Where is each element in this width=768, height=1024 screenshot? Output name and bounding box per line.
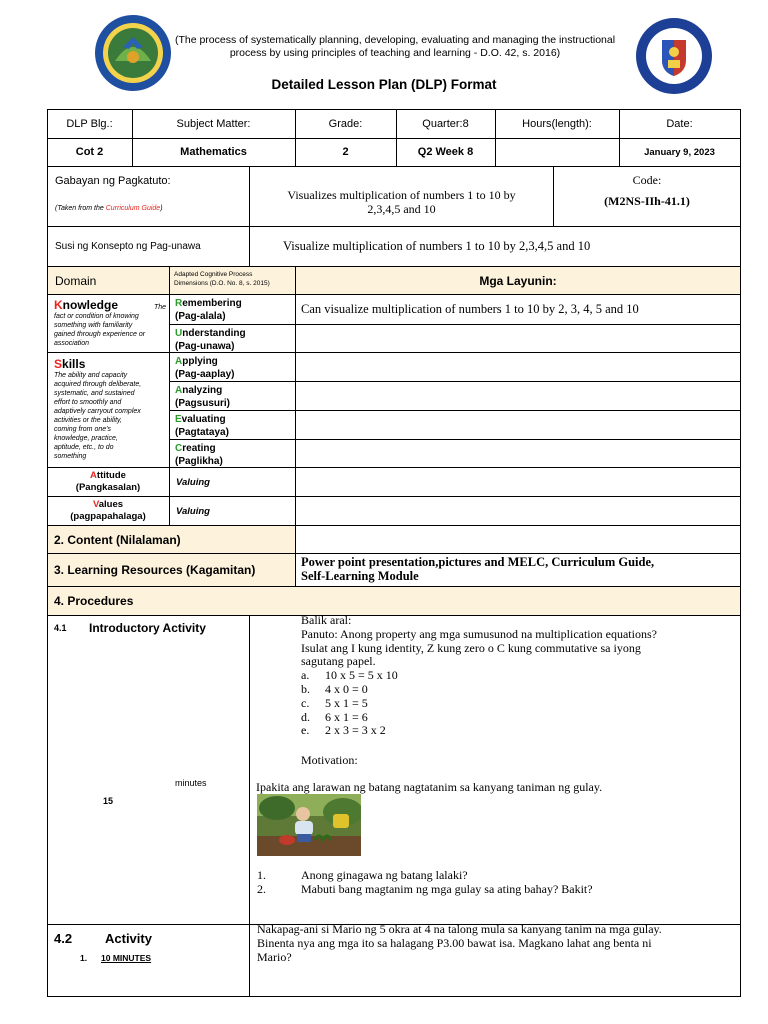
item-letter: a. (301, 668, 310, 683)
intro-label: Introductory Activity (89, 621, 206, 635)
question-item (257, 869, 593, 883)
values-rest: alues (98, 499, 124, 510)
level-first-letter: A (175, 356, 183, 367)
domain-header: Domain (55, 273, 97, 288)
level-understanding (175, 327, 246, 353)
picture-caption: Ipakita ang larawan ng batang nagtatanim sa kanyang taniman ng gulay. (256, 780, 603, 794)
label-subject-matter: Subject Matter: (176, 117, 251, 130)
intro-item (301, 669, 739, 683)
attitude-value: Valuing (176, 476, 210, 488)
label-grade: Grade: (328, 117, 363, 130)
item-letter: c. (301, 695, 310, 710)
gabayan-note-prefix: (Taken from the (55, 205, 106, 212)
value-dlp-blg: Cot 2 (75, 146, 104, 158)
activity-line: Binenta nya ang mga ito sa halagang P3.00 bawat isa. Magkano lahat ang benta ni (257, 935, 652, 950)
level-creating (175, 442, 223, 468)
intro-line: Balik aral: (301, 613, 352, 627)
label-quarter: Quarter:8 (422, 117, 469, 130)
attitude-first-letter: A (90, 470, 97, 481)
values-value: Valuing (176, 505, 210, 517)
objective-understanding (301, 325, 739, 352)
item-letter: b. (301, 681, 310, 696)
item-text: 2 x 3 = 3 x 2 (325, 723, 386, 738)
objective-applying (301, 353, 739, 381)
intro-item (301, 683, 739, 697)
skills-desc-line: systematic, and sustained (54, 390, 135, 397)
procedures-label: 4. Procedures (54, 594, 134, 608)
intro-content (301, 614, 739, 738)
code-value: (M2NS-IIh-41.1) (604, 194, 690, 208)
level-analyzing (175, 384, 230, 410)
level-label: pplying (182, 356, 218, 367)
activity-line: Nakapag-ani si Mario ng 5 okra at 4 na talong mula sa kanyang tanim na mga gulay. (257, 922, 662, 936)
skills-label: kills (62, 357, 86, 371)
value-subject-matter: Mathematics (180, 146, 247, 158)
question-text: Mabuti bang magtanim ng mga gulay sa ating bahay? Bakit? (301, 881, 593, 896)
objective-evaluating (301, 411, 739, 439)
skills-block (54, 357, 166, 461)
curriculum-guide-link: Curriculum Guide (105, 205, 161, 212)
skills-first-letter: S (54, 357, 63, 371)
attitude-label (47, 470, 169, 494)
skills-desc-line: acquired through deliberate, (54, 381, 142, 388)
value-quarter: Q2 Week 8 (417, 146, 474, 158)
intro-item (301, 724, 739, 738)
label-hours: Hours(length): (522, 117, 592, 130)
question-item (257, 883, 593, 897)
item-text: 10 x 5 = 5 x 10 (325, 668, 398, 683)
level-label: nderstanding (182, 328, 246, 339)
header-note-line-2: process by using principles of teaching and learning - D.O. 42, s. 2016) (229, 47, 561, 59)
level-first-letter: R (175, 298, 183, 309)
acpd-header (174, 271, 270, 288)
header-note-line-1: (The process of systematically planning, developing, evaluating and managing the instructional (174, 34, 616, 46)
intro-line: Panuto: Anong property ang mga sumusunod na multiplication equations? (301, 626, 657, 641)
knowledge-desc (54, 312, 166, 348)
level-sub: (Pag-unawa) (175, 341, 235, 352)
level-applying (175, 355, 234, 381)
level-first-letter: C (175, 443, 183, 454)
value-hours (495, 138, 619, 166)
knowledge-desc-line: association (54, 340, 90, 347)
question-text: Anong ginagawa ng batang lalaki? (301, 868, 468, 882)
motivation-label: Motivation: (301, 753, 358, 767)
level-label: emembering (182, 298, 242, 309)
resources-label: 3. Learning Resources (Kagamitan) (54, 563, 256, 577)
level-first-letter: E (175, 414, 182, 425)
gabayan-note-suffix: ) (160, 205, 163, 212)
level-label: valuating (181, 414, 226, 425)
level-sub: (Pagtataya) (175, 427, 229, 438)
page-title: Detailed Lesson Plan (DLP) Format (271, 77, 497, 92)
gabayan-text (250, 188, 553, 216)
values-first-letter: V (92, 499, 99, 510)
skills-desc-line: activities or the ability, (54, 417, 122, 424)
level-label: reating (182, 443, 216, 454)
gabayan-text-line-1: Visualizes multiplication of numbers 1 to 10 by (287, 188, 516, 202)
activity-num: 4.2 (54, 931, 73, 946)
acpd-header-line-2: Dimensions (D.O. No. 8, s. 2015) (174, 279, 270, 287)
level-sub: (Paglikha) (175, 456, 223, 467)
values-label (47, 499, 169, 523)
level-sub: (Pagsusuri) (175, 398, 231, 409)
label-dlp-blg: DLP Blg.: (66, 117, 113, 130)
intro-questions (257, 869, 593, 897)
content-label: 2. Content (Nilalaman) (54, 532, 181, 547)
susi-label: Susi ng Konsepto ng Pag-unawa (55, 240, 201, 252)
skills-desc-line: something (54, 453, 87, 460)
intro-minutes-label: minutes (175, 778, 207, 788)
value-date: January 9, 2023 (644, 146, 715, 158)
skills-desc-line: The ability and capacity (54, 372, 128, 379)
gabayan-label: Gabayan ng Pagkatuto: (55, 175, 171, 187)
attitude-rest: ttitude (96, 470, 126, 481)
label-date: Date: (666, 117, 693, 130)
question-num: 2. (257, 881, 266, 896)
activity-text (257, 923, 737, 964)
skills-desc (54, 371, 166, 461)
objective-remembering: Can visualize multiplication of numbers 1 to 10 by 2, 3, 4, 5 and 10 (301, 302, 639, 316)
value-grade: 2 (342, 146, 349, 158)
values-sub: (pagpapahalaga) (70, 511, 146, 522)
item-text: 5 x 1 = 5 (325, 695, 368, 710)
objective-analyzing (301, 382, 739, 410)
item-text: 6 x 1 = 6 (325, 709, 368, 724)
attitude-sub: (Pangkasalan) (75, 482, 141, 493)
intro-line: sagutang papel. (301, 654, 376, 669)
gabayan-note (55, 205, 163, 212)
resources-text (301, 555, 739, 583)
level-evaluating (175, 413, 229, 439)
intro-item (301, 697, 739, 711)
knowledge-desc-line: fact or condition of knowing (54, 313, 139, 320)
acpd-header-line-1: Adapted Cognitive Process (174, 271, 253, 278)
activity-sub-label: 10 MINUTES (101, 953, 152, 963)
skills-desc-line: coming from one's (54, 426, 111, 433)
code-label: Code: (632, 173, 662, 187)
level-sub: (Pag-alala) (175, 311, 226, 322)
header-note (160, 34, 630, 60)
intro-num: 4.1 (54, 623, 67, 633)
knowledge-block (54, 298, 166, 348)
resources-text-line-1: Power point presentation,pictures and MELC, Curriculum Guide, (301, 555, 655, 569)
objective-creating (301, 440, 739, 467)
intro-minutes-value: 15 (103, 796, 114, 806)
level-remembering (175, 297, 242, 323)
knowledge-label: nowledge (62, 298, 119, 312)
level-label: nalyzing (182, 385, 223, 396)
intro-item (301, 711, 739, 725)
resources-text-line-2: Self-Learning Module (301, 569, 419, 583)
intro-line: Isulat ang I kung identity, Z kung zero o C kung commutative sa iyong (301, 640, 641, 655)
knowledge-desc-the: The (153, 304, 166, 311)
level-first-letter: A (175, 385, 183, 396)
layunin-header: Mga Layunin: (479, 273, 557, 288)
item-letter: d. (301, 709, 310, 724)
knowledge-desc-line: something with familiarity (54, 322, 133, 329)
question-num: 1. (257, 868, 266, 882)
level-first-letter: U (175, 328, 183, 339)
level-sub: (Pag-aaplay) (175, 369, 235, 380)
skills-desc-line: effort to smoothly and (54, 399, 122, 406)
knowledge-desc-line: gained through experience or (54, 331, 146, 338)
knowledge-first-letter: K (54, 298, 63, 312)
skills-desc-line: knowledge, practice, (54, 435, 118, 442)
activity-label: Activity (105, 931, 152, 946)
skills-desc-line: aptitude, etc., to do (54, 444, 114, 451)
skills-desc-line: adaptively carryout complex (54, 408, 141, 415)
item-letter: e. (301, 723, 310, 738)
boy-planting-picture (257, 794, 361, 861)
activity-line: Mario? (257, 949, 292, 964)
gabayan-text-line-2: 2,3,4,5 and 10 (367, 202, 436, 216)
susi-text: Visualize multiplication of numbers 1 to 10 by 2,3,4,5 and 10 (283, 238, 591, 253)
item-text: 4 x 0 = 0 (325, 681, 368, 696)
activity-sub-num: 1. (80, 953, 88, 963)
